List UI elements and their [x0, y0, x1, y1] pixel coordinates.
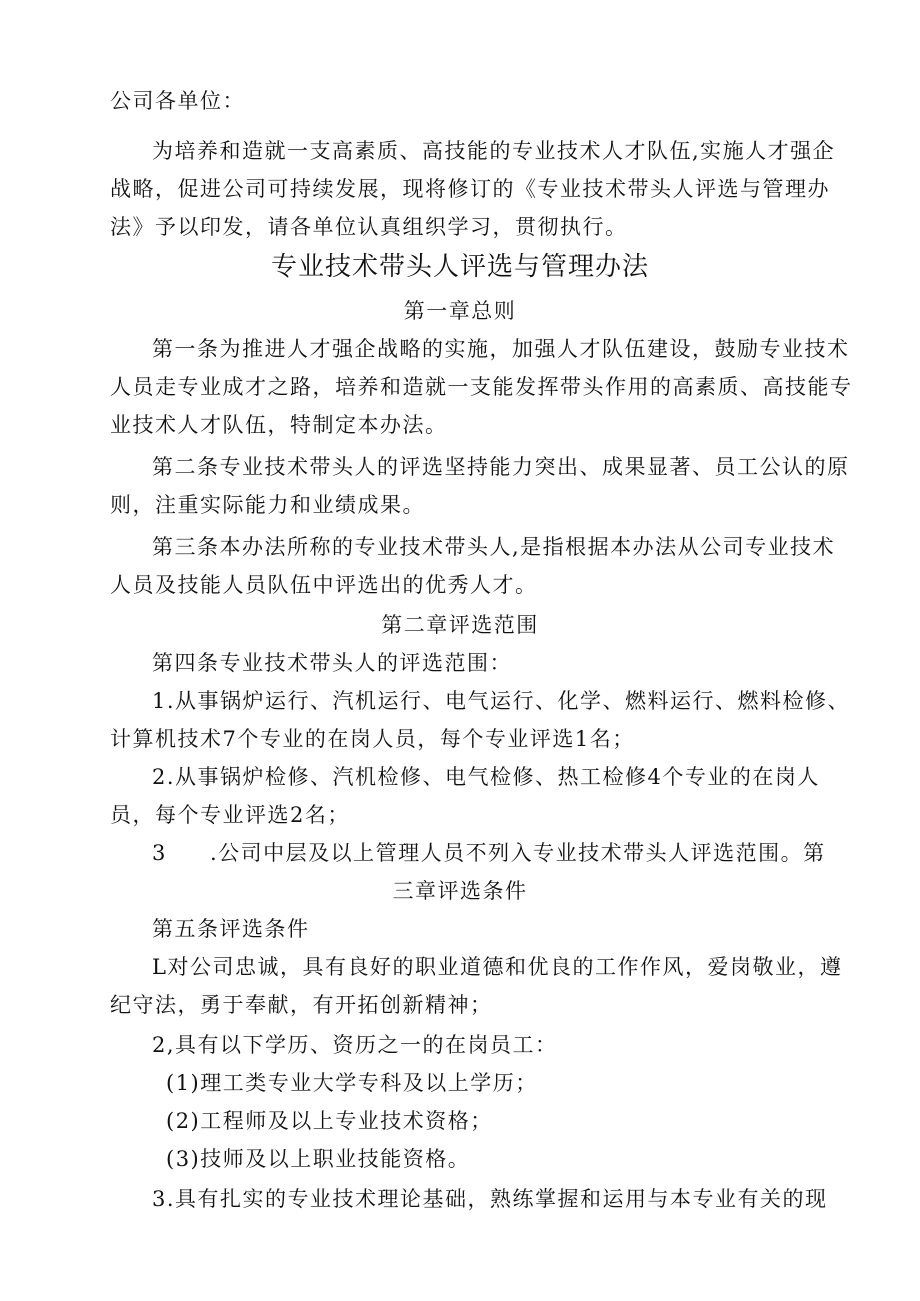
- article-1-line-1: 第一条为推进人才强企战略的实施，加强人才队伍建设，鼓励专业技术: [152, 337, 850, 361]
- scope-3-number: 3: [152, 841, 167, 865]
- scope-1-line-2: 计算机技术7个专业的在岗人员，每个专业评选1名；: [110, 727, 635, 751]
- intro-line-2: 战略，促进公司可持续发展，现将修订的《专业技术带头人评选与管理办: [110, 177, 830, 201]
- intro-line-1: 为培养和造就一支高素质、高技能的专业技术人才队伍,实施人才强企: [152, 139, 836, 163]
- scope-2-line-2: 员，每个专业评选2名；: [110, 803, 350, 827]
- intro-line-3: 法》予以印发，请各单位认真组织学习，贯彻执行。: [110, 215, 628, 239]
- article-1-line-2: 人员走专业成才之路，培养和造就一支能发挥带头作用的高素质、高技能专: [110, 375, 853, 399]
- document-title: 专业技术带头人评选与管理办法: [270, 252, 649, 282]
- condition-1-line-2: 纪守法，勇于奉献，有开拓创新精神；: [110, 993, 493, 1017]
- scope-3-text: .公司中层及以上管理人员不列入专业技术带头人评选范围。第: [210, 841, 826, 865]
- condition-1-line-1: L对公司忠诚，具有良好的职业道德和优良的工作作风，爱岗敬业，遵: [152, 955, 843, 979]
- article-5: 第五条评选条件: [152, 917, 310, 941]
- chapter-3-heading: 三章评选条件: [392, 879, 528, 903]
- scope-1-line-1: 1.从事锅炉运行、汽机运行、电气运行、化学、燃料运行、燃料检修、: [152, 689, 851, 713]
- chapter-2-heading: 第二章评选范围: [381, 613, 539, 637]
- condition-2: 2,具有以下学历、资历之一的在岗员工：: [152, 1033, 558, 1057]
- salutation: 公司各单位：: [110, 89, 245, 113]
- condition-3-line-1: 3.具有扎实的专业技术理论基础，熟练掌握和运用与本专业有关的现: [152, 1187, 828, 1211]
- article-3-line-2: 人员及技能人员队伍中评选出的优秀人才。: [110, 573, 538, 597]
- article-2-line-1: 第二条专业技术带头人的评选坚持能力突出、成果显著、员工公认的原: [152, 455, 850, 479]
- condition-2-item-1: (1)理工类专业大学专科及以上学历；: [166, 1071, 538, 1095]
- chapter-1-heading: 第一章总则: [403, 299, 517, 323]
- article-2-line-2: 则，注重实际能力和业绩成果。: [110, 493, 425, 517]
- condition-2-item-2: (2)工程师及以上专业技术资格；: [166, 1109, 493, 1133]
- article-4: 第四条专业技术带头人的评选范围：: [152, 651, 512, 675]
- scope-2-line-1: 2.从事锅炉检修、汽机检修、电气检修、热工检修4个专业的在岗人: [152, 765, 820, 789]
- condition-2-item-3: (3)技师及以上职业技能资格。: [166, 1147, 471, 1171]
- article-3-line-1: 第三条本办法所称的专业技术带头人,是指根据本办法从公司专业技术: [152, 535, 836, 559]
- article-1-line-3: 业技术人才队伍，特制定本办法。: [110, 413, 448, 437]
